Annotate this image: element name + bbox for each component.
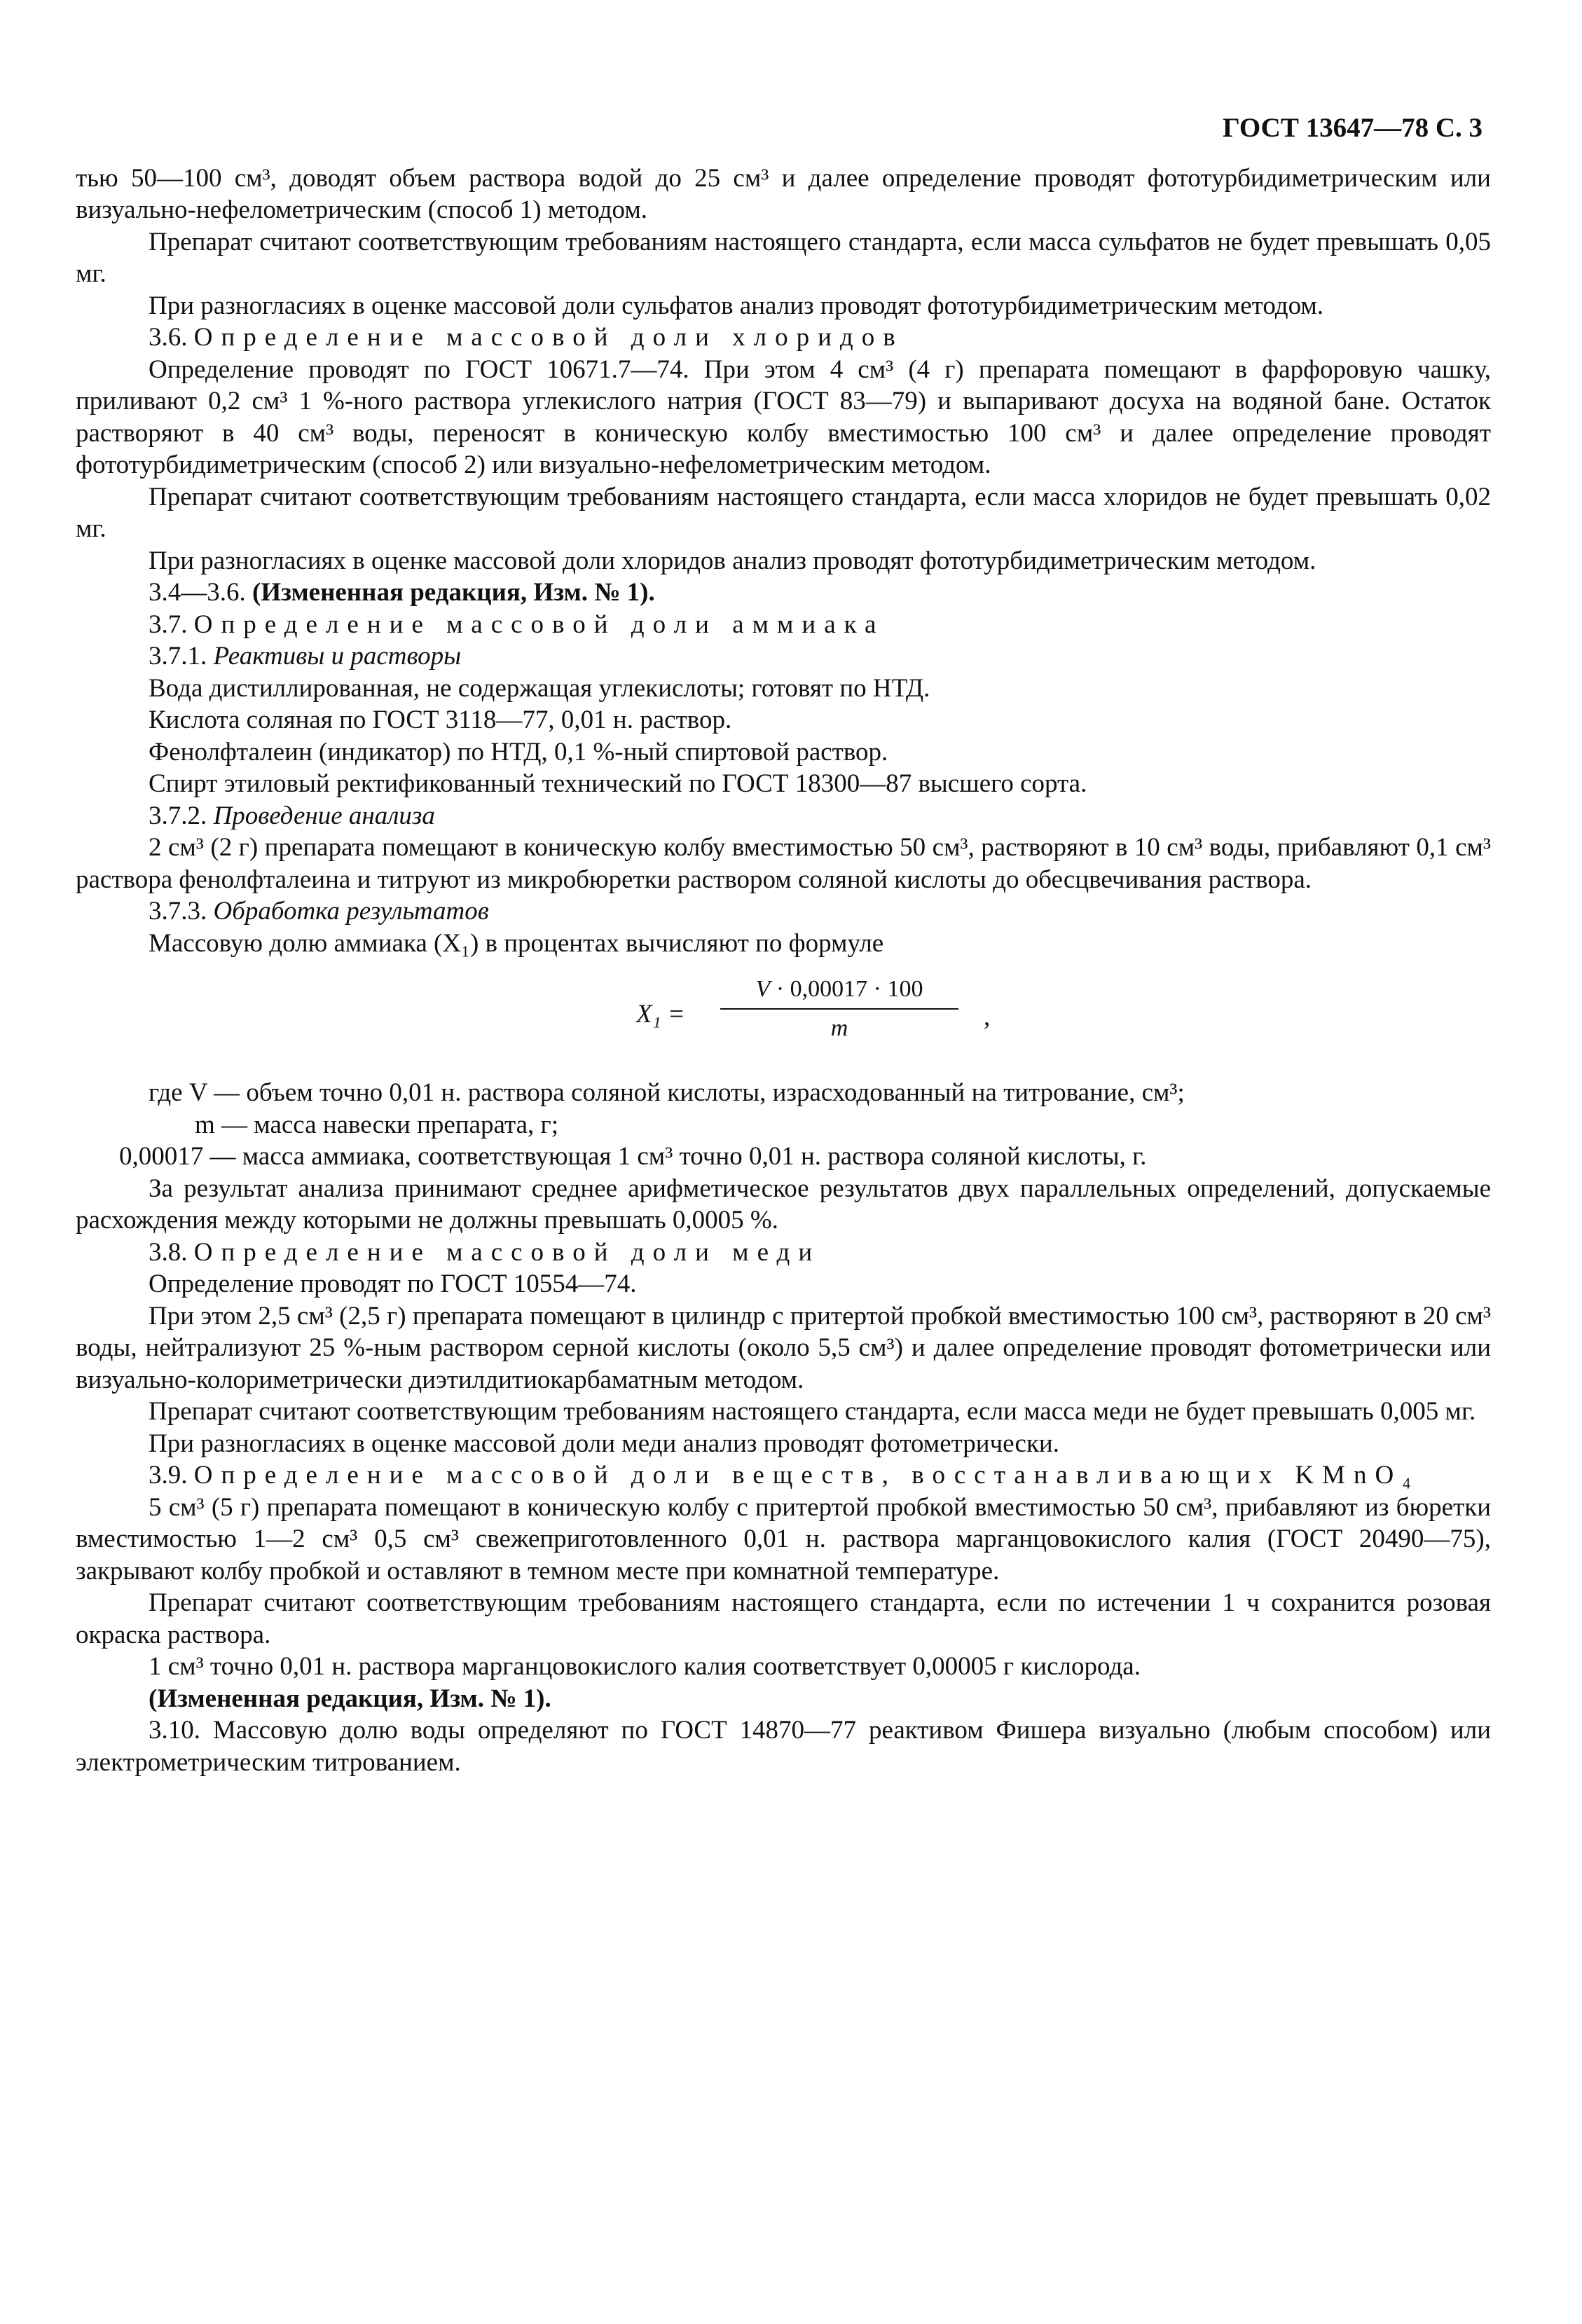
paragraph: Препарат считают соответствующим требованиям настоящего стандарта, если масса меди не будет превышать 0,005 мг. — [149, 1397, 1476, 1426]
paragraph: Определение проводят по ГОСТ 10671.7—74. При этом 4 см³ (4 г) препарата помещают в фарфоровую чашку, приливают 0,2 см³ 1 %-ного раствора углекислого натрия (ГОСТ 83—79) и выпаривают досуха на водяной бане. Остаток растворяют в 40 см³ воды, переносят в коническую колбу вместимостью 100 см³ и далее определение проводят фототурбидиметрическим (способ 2) или визуально-нефелометрическим методом. — [76, 355, 1491, 479]
section-heading — [76, 322, 1491, 354]
section-number: 3.6. — [149, 323, 188, 352]
section-number: 3.7. — [149, 610, 188, 639]
formula — [76, 965, 1491, 1070]
paragraph: Препарат считают соответствующим требованиям настоящего стандарта, если масса сульфатов не будет превышать 0,05 мг. — [76, 227, 1491, 288]
subsection-number: 3.7.2. — [149, 801, 207, 830]
paragraph: Препарат считают соответствующим требованиям настоящего стандарта, если масса хлоридов не будет превышать 0,02 мг. — [76, 482, 1491, 543]
paragraph: Препарат считают соответствующим требованиям настоящего стандарта, если по истечении 1 ч сохранится розовая окраска раствора. — [76, 1588, 1491, 1649]
page-header: ГОСТ 13647—78 С. 3 — [1223, 113, 1483, 143]
subsection-heading — [76, 800, 1491, 832]
formula-denominator: m — [830, 1015, 848, 1041]
subsection-heading — [76, 640, 1491, 673]
section-title: Определение массовой доли меди — [193, 1237, 821, 1267]
paragraph: При этом 2,5 см³ (2,5 г) препарата помещают в цилиндр с притертой пробкой вместимостью 100 см³, растворяют в 20 см³ воды, нейтрализуют 25 %-ным раствором серной кислоты (около 5,5 см³) и далее определение проводят фотометрически или визуально-колориметрически диэтилдитиокарбаматным методом. — [76, 1301, 1491, 1394]
document-page — [76, 112, 1491, 1778]
paragraph: 1 см³ точно 0,01 н. раствора марганцовокислого калия соответствует 0,00005 г кислорода. — [149, 1652, 1141, 1681]
paragraph: При разногласиях в оценке массовой доли меди анализ проводят фотометрически. — [149, 1429, 1059, 1458]
paragraph: За результат анализа принимают среднее арифметическое результатов двух параллельных определений, допускаемые расхождения между которыми не должны превышать 0,0005 %. — [76, 1174, 1491, 1235]
section-heading — [76, 1237, 1491, 1269]
section-title: Определение массовой доли аммиака — [193, 610, 885, 639]
subsection-number: 3.7.3. — [149, 897, 207, 926]
paragraph: тью 50—100 см³, доводят объем раствора водой до 25 см³ и далее определение проводят фототурбидиметрическим или визуально-нефелометрическим (способ 1) методом. — [76, 163, 1491, 224]
formula-variable: V — [755, 976, 771, 1002]
paragraph: При разногласиях в оценке массовой доли хлоридов анализ проводят фототурбидиметрическим методом. — [149, 546, 1316, 575]
section-heading — [76, 1459, 1491, 1492]
formula-numerator — [699, 973, 979, 1008]
section-title: Определение массовой доли веществ, восстанавливающих KMnO₄ — [193, 1461, 1420, 1490]
paragraph: 3.10. Массовую долю воды определяют по ГОСТ 14870—77 реактивом Фишера визуально (любым способом) или электрометрическим титрованием. — [76, 1716, 1491, 1777]
amendment-note — [76, 577, 1491, 609]
paragraph: При разногласиях в оценке массовой доли сульфатов анализ проводят фототурбидиметрическим методом. — [149, 291, 1324, 320]
amendment-range: 3.4—3.6. — [149, 578, 246, 607]
amendment-text: (Измененная редакция, Изм. № 1). — [252, 578, 655, 607]
formula-numerator-rest: · 0,00017 · 100 — [770, 976, 923, 1002]
reagent-item: Фенолфталеин (индикатор) по НТД, 0,1 %-ный спиртовой раствор. — [149, 737, 888, 766]
paragraph: 2 см³ (2 г) препарата помещают в коническую колбу вместимостью 50 см³, растворяют в 10 см³ воды, прибавляют 0,1 см³ раствора фенолфталеина и титруют из микробюретки раствором соляной кислоты до обесцвечивания раствора. — [76, 833, 1491, 894]
section-number: 3.8. — [149, 1237, 188, 1267]
section-number: 3.9. — [149, 1461, 188, 1490]
paragraph: Массовую долю аммиака (X₁) в процентах вычисляют по формуле — [149, 928, 884, 958]
paragraph: Определение проводят по ГОСТ 10554—74. — [149, 1270, 637, 1298]
legend-line: m — масса навески препарата, г; — [195, 1110, 559, 1139]
paragraph: 5 см³ (5 г) препарата помещают в коническую колбу с притертой пробкой вместимостью 50 см³, прибавляют из бюретки вместимостью 1—2 см³ 0,5 см³ свежеприготовленного 0,01 н. раствора марганцовокислого калия (ГОСТ 20490—75), закрывают колбу пробкой и оставляют в темном месте при комнатной температуре. — [76, 1492, 1491, 1586]
legend-line: где V — объем точно 0,01 н. раствора соляной кислоты, израсходованный на титрование, см³; — [149, 1078, 1185, 1107]
reagent-item: Спирт этиловый ректификованный технический по ГОСТ 18300—87 высшего сорта. — [149, 769, 1087, 798]
subsection-title: Обработка результатов — [213, 897, 489, 926]
subsection-title: Проведение анализа — [213, 801, 435, 830]
subsection-heading — [76, 895, 1491, 928]
section-title: Определение массовой доли хлоридов — [193, 323, 904, 352]
formula-comma: , — [984, 1003, 991, 1031]
subsection-title: Реактивы и растворы — [213, 642, 462, 671]
reagent-item: Кислота соляная по ГОСТ 3118—77, 0,01 н. раствор. — [149, 706, 732, 734]
legend-line: 0,00017 — масса аммиака, соответствующая 1 см³ точно 0,01 н. раствора соляной кислоты, г. — [119, 1142, 1147, 1171]
subsection-number: 3.7.1. — [149, 642, 207, 671]
section-heading — [76, 609, 1491, 641]
amendment-note: (Измененная редакция, Изм. № 1). — [149, 1684, 551, 1713]
formula-lhs: X₁ = — [636, 1000, 685, 1029]
reagent-item: Вода дистиллированная, не содержащая углекислоты; готовят по НТД. — [149, 673, 930, 703]
formula-fraction — [699, 973, 979, 1044]
